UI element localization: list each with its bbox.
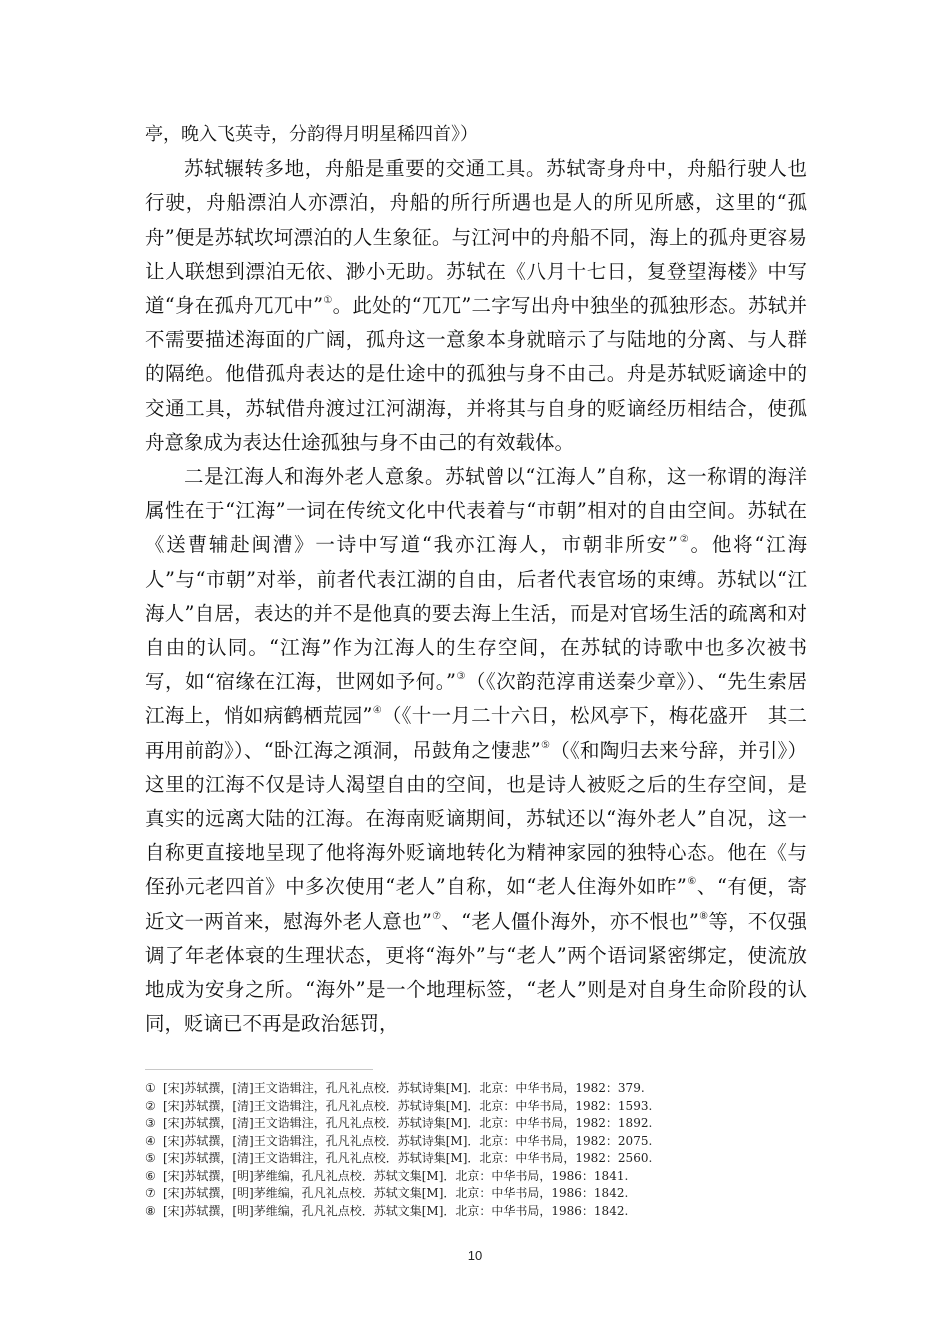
page-number: 10 — [467, 1248, 483, 1263]
paragraph-text: 。此处的“兀兀”二字写出舟中独坐的孤独形态。苏轼并不需要描述海面的广阔，孤舟这一意象本身就暗示了与陆地的分离、与人群的隔绝。他借孤舟表达的是仕途中的孤独与身不由己。舟是苏轼贬谪途中的交通工具，苏轼借舟渡过江河湖海，并将其与自身的贬谪经历相结合，使孤舟意象成为表达仕途孤独与身不由己的有效载体。 — [145, 294, 807, 454]
footnote-text: [宋]苏轼撰，[明]茅维编，孔凡礼点校．苏轼文集[M]．北京：中华书局，1986：1841. — [163, 1168, 629, 1183]
footnote-text: [宋]苏轼撰，[清]王文诰辑注，孔凡礼点校．苏轼诗集[M]．北京：中华书局，1982：379. — [163, 1081, 645, 1095]
footnote-item — [145, 1185, 807, 1203]
paragraph-text: 二是江海人和海外老人意象。苏轼曾以“江海人”自称，这一称谓的海洋属性在于“江海”一词在传统文化中代表着与“市朝”相对的自由空间。苏轼在《送曹辅赴闽漕》一诗中写道“我亦江海人，市朝非所安” — [145, 465, 807, 557]
footnote-item — [145, 1098, 807, 1116]
paragraph-continuation: 亭，晚入飞英寺，分韵得月明星稀四首》） — [145, 124, 478, 145]
paragraph-text: 、“有便，寄近文一两首来，慰海外老人意也” — [145, 875, 807, 933]
paragraph-text: 苏轼辗转多地，舟船是重要的交通工具。苏轼寄身舟中，舟船行驶人也行驶，舟船漂泊人亦漂泊，舟船的所行所遇也是人的所见所感，这里的“孤舟”便是苏轼坎坷漂泊的人生象征。与江河中的舟船不同，海上的孤舟更容易让人联想到漂泊无依、渺小无助。苏轼在《八月十七日，复登望海楼》中写道“身在孤舟兀兀中” — [145, 157, 807, 318]
paragraph-lone-boat — [145, 152, 807, 460]
paragraph-text: 。他将“江海人”与“市朝”对举，前者代表江湖的自由，后者代表官场的束缚。苏轼以“江海人”自居，表达的并不是他真的要去海上生活，而是对官场生活的疏离和对自由的认同。“江海”作为江海人的生存空间，在苏轼的诗歌中也多次被书写，如“宿缘在江海，世网如予何。” — [145, 533, 807, 694]
footnote-mark: ② — [145, 1098, 156, 1113]
footnote-ref-2[interactable]: ② — [677, 534, 691, 546]
footnotes — [145, 1080, 807, 1220]
footnote-text: [宋]苏轼撰，[清]王文诰辑注，孔凡礼点校．苏轼诗集[M]．北京：中华书局，1982：1593. — [163, 1098, 653, 1113]
footnote-item — [145, 1150, 807, 1168]
footnote-item — [145, 1203, 807, 1221]
footnote-mark: ⑧ — [145, 1203, 156, 1218]
footnote-ref-7[interactable]: ⑦ — [431, 910, 442, 922]
footnote-ref-5[interactable]: ⑤ — [540, 739, 551, 751]
paragraph-text: （《和陶归去来兮辞，并引》）这里的江海不仅是诗人渴望自由的空间，也是诗人被贬之后的生存空间，是真实的远离大陆的江海。在海南贬谪期间，苏轼还以“海外老人”自况，这一自称更直接地呈现了他将海外贬谪地转化为精神家园的独特心态。他在《与侄孙元老四首》中多次使用“老人”自称，如“老人住海外如昨” — [145, 738, 807, 899]
footnote-mark: ⑥ — [145, 1168, 156, 1183]
footnote-item — [145, 1168, 807, 1186]
footnote-mark: ① — [145, 1081, 156, 1095]
footnote-text: [宋]苏轼撰，[明]茅维编，孔凡礼点校．苏轼文集[M]．北京：中华书局，1986：1842. — [163, 1186, 629, 1200]
footnote-mark: ③ — [145, 1116, 156, 1130]
footnote-mark: ⑤ — [145, 1151, 156, 1165]
footnote-mark: ④ — [145, 1133, 156, 1148]
footnote-text: [宋]苏轼撰，[清]王文诰辑注，孔凡礼点校．苏轼诗集[M]．北京：中华书局，1982：1892. — [163, 1116, 653, 1130]
footnote-mark: ⑦ — [145, 1186, 156, 1200]
footnote-ref-4[interactable]: ④ — [372, 705, 382, 717]
paragraph-text: （《次韵范淳甫送秦少章》）、“先生索居江海上，悄如病鹤栖荒园” — [145, 670, 807, 728]
footnote-item — [145, 1080, 807, 1098]
footnote-ref-8[interactable]: ⑧ — [698, 910, 709, 922]
footnote-ref-6[interactable]: ⑥ — [686, 876, 697, 888]
footnote-text: [宋]苏轼撰，[清]王文诰辑注，孔凡礼点校．苏轼诗集[M]．北京：中华书局，1982：2075. — [163, 1133, 653, 1148]
footnote-item — [145, 1133, 807, 1151]
paragraph-text: 等，不仅强调了年老体衰的生理状态，更将“海外”与“老人”两个语词紧密绑定，使流放地成为安身之所。“海外”是一个地理标签，“老人”则是对自身生命阶段的认同，贬谪已不再是政治惩罚， — [145, 909, 807, 1036]
footnote-separator — [145, 1069, 373, 1070]
paragraph-jianghai-ren — [145, 460, 827, 1041]
body-text — [145, 118, 827, 1041]
footnote-ref-1[interactable]: ① — [323, 295, 333, 307]
footnote-ref-3[interactable]: ③ — [455, 671, 466, 683]
paragraph-text: （《十一月二十六日，松风亭下，梅花盛开 其二 再用前韵》）、“卧江海之澒洞，吊鼓角之悽悲” — [145, 704, 827, 762]
paragraph-text: 、“老人僵仆海外，亦不恨也” — [441, 909, 699, 933]
footnote-text: [宋]苏轼撰，[清]王文诰辑注，孔凡礼点校．苏轼诗集[M]．北京：中华书局，1982：2560. — [163, 1151, 653, 1165]
footnote-item — [145, 1115, 807, 1133]
footnote-text: [宋]苏轼撰，[明]茅维编，孔凡礼点校．苏轼文集[M]．北京：中华书局，1986：1842. — [163, 1203, 629, 1218]
